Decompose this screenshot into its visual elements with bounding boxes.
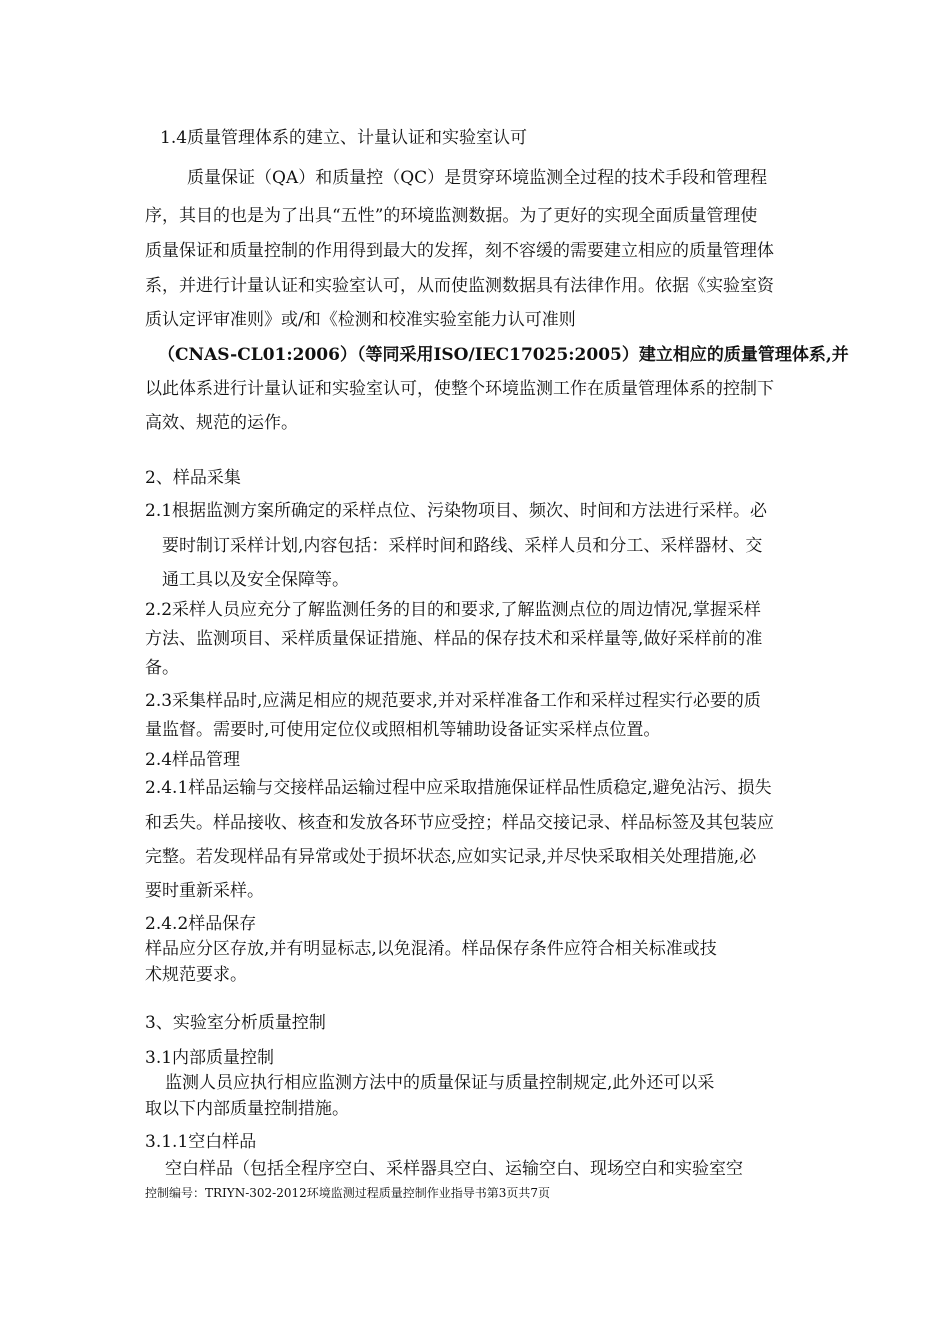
sec242-line-2: 术规范要求。 [145, 965, 247, 985]
section-2-4-title: 2.4样品管理 [145, 750, 241, 770]
section-2-4-2-title: 2.4.2样品保存 [145, 914, 257, 934]
sec31-line-2: 取以下内部质量控制措施。 [145, 1099, 349, 1119]
sec14-line-2: 序，其目的也是为了出具“五性”的环境监测数据。为了更好的实现全面质量管理使 [145, 206, 758, 226]
sec14-line-5: 质认定评审准则》或/和《检测和校准实验室能力认可准则 [145, 310, 576, 330]
section-3-title: 3、实验室分析质量控制 [145, 1013, 326, 1033]
sec23-line-1: 2.3采集样品时,应满足相应的规范要求,并对采样准备工作和采样过程实行必要的质 [145, 691, 761, 711]
section-1-4-title: 1.4质量管理体系的建立、计量认证和实验室认可 [160, 128, 528, 148]
page-footer: 控制编号：TRIYN-302-2012环境监测过程质量控制作业指导书第3页共7页 [145, 1186, 551, 1200]
sec241-line-1: 2.4.1样品运输与交接样品运输过程中应采取措施保证样品性质稳定,避免沾污、损失 [145, 778, 772, 798]
sec14-line-7: 以此体系进行计量认证和实验室认可，使整个环境监测工作在质量管理体系的控制下 [145, 379, 774, 399]
section-2-title: 2、样品采集 [145, 468, 241, 488]
sec14-line-3: 质量保证和质量控制的作用得到最大的发挥，刻不容缓的需要建立相应的质量管理体 [145, 241, 774, 261]
sec21-line-3: 通工具以及安全保障等。 [162, 570, 349, 590]
sec14-line-6: （CNAS-CL01:2006）（等同采用ISO/IEC17025:2005）建立相应的质量管理体系,并 [158, 345, 849, 365]
sec241-line-3: 完整。若发现样品有异常或处于损坏状态,应如实记录,并尽快采取相关处理措施,必 [145, 847, 757, 867]
sec14-line-1: 质量保证（QA）和质量控（QC）是贯穿环境监测全过程的技术手段和管理程 [187, 168, 768, 188]
sec22-line-1: 2.2采样人员应充分了解监测任务的目的和要求,了解监测点位的周边情况,掌握采样 [145, 600, 761, 620]
sec14-line-4: 系，并进行计量认证和实验室认可，从而使监测数据具有法律作用。依据《实验室资 [145, 276, 774, 296]
section-3-1-1-title: 3.1.1空白样品 [145, 1132, 257, 1152]
sec22-line-2: 方法、监测项目、采样质量保证措施、样品的保存技术和采样量等,做好采样前的准 [145, 629, 763, 649]
sec14-line-8: 高效、规范的运作。 [145, 413, 298, 433]
sec242-line-1: 样品应分区存放,并有明显标志,以免混淆。样品保存条件应符合相关标准或技 [145, 939, 717, 959]
section-3-1-title: 3.1内部质量控制 [145, 1048, 275, 1068]
sec23-line-2: 量监督。需要时,可使用定位仪或照相机等辅助设备证实采样点位置。 [145, 720, 661, 740]
sec21-line-1: 2.1根据监测方案所确定的采样点位、污染物项目、频次、时间和方法进行采样。必 [145, 501, 768, 521]
sec31-line-1: 监测人员应执行相应监测方法中的质量保证与质量控制规定,此外还可以采 [165, 1073, 715, 1093]
sec241-line-4: 要时重新采样。 [145, 881, 264, 901]
sec311-line-1: 空白样品（包括全程序空白、采样器具空白、运输空白、现场空白和实验室空 [165, 1159, 743, 1179]
sec241-line-2: 和丢失。样品接收、核查和发放各环节应受控；样品交接记录、样品标签及其包装应 [145, 813, 774, 833]
sec21-line-2: 要时制订采样计划,内容包括：采样时间和路线、采样人员和分工、采样器材、交 [162, 536, 763, 556]
sec22-line-3: 备。 [145, 658, 179, 678]
